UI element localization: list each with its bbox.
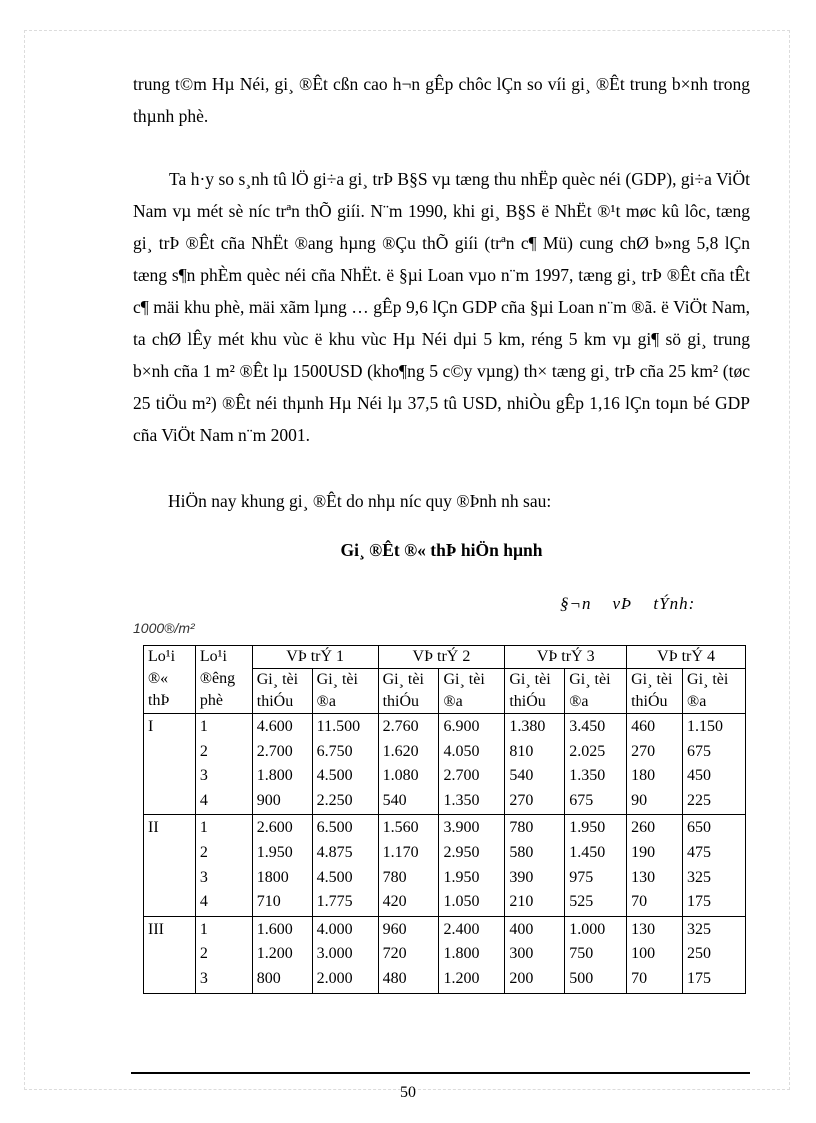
price-value: 390 [509,868,534,886]
cell-urban-class: III [144,916,196,993]
cell-price-column-5 [505,916,565,993]
price-value: 475 [687,843,712,861]
land-price-table [143,645,746,994]
street-class-value: 2 [199,843,208,861]
table-group-row [144,815,746,916]
price-value: 1.950 [443,868,480,886]
street-class-value: 1 [199,718,208,735]
price-value: 1.950 [569,819,606,837]
price-value: 2.950 [443,843,480,861]
price-value: 1.380 [509,718,546,735]
paragraph-1: trung t©m Hµ Néi, gi¸ ®Êt cßn cao h¬n gÊp chôc lÇn so víi gi¸ ®Êt trung b×nh trong thµnh phè. [133,74,750,126]
price-value: 1.800 [443,945,480,963]
header-max-price: Gi¸ tèi ®a [312,669,378,714]
price-value: 675 [687,742,712,760]
table-body [144,714,746,994]
price-value: 90 [631,791,648,809]
price-value: 1.350 [443,791,480,809]
price-value: 650 [687,819,712,837]
header-position-3: VÞ trÝ 3 [505,646,627,669]
price-value: 270 [631,742,656,760]
header-street-class: Lo¹i ®êng phè [195,646,252,714]
price-value: 2.760 [382,718,419,735]
cell-price-column-2 [312,815,378,916]
table-title: Gi¸ ®Êt ®« thÞ hiÖn hµnh [340,540,543,560]
price-value: 180 [631,767,656,785]
price-value: 1.950 [256,843,293,861]
price-value: 1.000 [569,920,606,938]
header-min-price: Gi¸ tèi thiÓu [378,669,439,714]
price-value: 250 [687,945,712,963]
price-value: 2.700 [256,742,293,760]
cell-street-class [195,916,252,993]
price-value: 4.875 [316,843,353,861]
header-min-price: Gi¸ tèi thiÓu [627,669,683,714]
header-max-price: Gi¸ tèi ®a [565,669,627,714]
cell-price-column-6 [565,815,627,916]
header-min-price: Gi¸ tèi thiÓu [505,669,565,714]
cell-price-column-4 [439,714,505,815]
cell-price-column-4 [439,815,505,916]
price-value: 1.775 [316,893,353,911]
price-value: 460 [631,718,656,735]
cell-price-column-8 [683,714,746,815]
price-value: 6.900 [443,718,480,735]
street-class-value: 4 [199,791,208,809]
price-value: 675 [569,791,594,809]
street-class-value: 3 [199,969,208,987]
price-value: 3.900 [443,819,480,837]
price-value: 1.600 [256,920,293,938]
price-value: 6.500 [316,819,353,837]
cell-price-column-7 [627,714,683,815]
cell-price-column-8 [683,916,746,993]
price-value: 70 [631,893,648,911]
price-value: 420 [382,893,407,911]
price-value: 400 [509,920,534,938]
price-value: 100 [631,945,656,963]
price-value: 720 [382,945,407,963]
table-unit-value: 1000®/m² [133,620,195,636]
header-max-price: Gi¸ tèi ®a [439,669,505,714]
price-value: 580 [509,843,534,861]
price-value: 2.400 [443,920,480,938]
price-value: 225 [687,791,712,809]
header-max-price: Gi¸ tèi ®a [683,669,746,714]
cell-price-column-5 [505,714,565,815]
price-value: 1.200 [256,945,293,963]
price-value: 525 [569,893,594,911]
cell-price-column-1 [252,815,312,916]
price-value: 960 [382,920,407,938]
cell-price-column-3 [378,815,439,916]
price-value: 6.750 [316,742,353,760]
price-value: 4.500 [316,868,353,886]
price-value: 710 [256,893,281,911]
price-value: 130 [631,868,656,886]
price-value: 175 [687,893,712,911]
table-group-row [144,714,746,815]
price-value: 300 [509,945,534,963]
cell-street-class [195,714,252,815]
price-value: 540 [382,791,407,809]
price-value: 270 [509,791,534,809]
price-value: 4.600 [256,718,293,735]
price-value: 480 [382,969,407,987]
header-position-1: VÞ trÝ 1 [252,646,378,669]
price-value: 210 [509,893,534,911]
street-class-value: 3 [199,868,208,886]
cell-price-column-6 [565,916,627,993]
price-value: 2.025 [569,742,606,760]
street-class-value: 1 [199,920,208,938]
price-value: 810 [509,742,534,760]
price-value: 11.500 [316,718,361,735]
cell-price-column-3 [378,916,439,993]
header-urban-class: Lo¹i ®« thÞ [144,646,196,714]
cell-price-column-6 [565,714,627,815]
cell-price-column-4 [439,916,505,993]
cell-price-column-7 [627,916,683,993]
header-min-price: Gi¸ tèi thiÓu [252,669,312,714]
header-position-2: VÞ trÝ 2 [378,646,505,669]
price-value: 1.200 [443,969,480,987]
table-unit-label: §¬n vÞ tÝnh: [560,594,696,613]
price-value: 1.080 [382,767,419,785]
cell-street-class [195,815,252,916]
price-value: 4.050 [443,742,480,760]
price-value: 1.150 [687,718,724,735]
price-value: 190 [631,843,656,861]
price-value: 1.560 [382,819,419,837]
cell-price-column-3 [378,714,439,815]
cell-urban-class: II [144,815,196,916]
price-value: 1.350 [569,767,606,785]
price-value: 4.000 [316,920,353,938]
street-class-value: 3 [199,767,208,785]
price-value: 200 [509,969,534,987]
cell-price-column-1 [252,916,312,993]
price-value: 1.620 [382,742,419,760]
price-value: 2.000 [316,969,353,987]
price-value: 780 [382,868,407,886]
header-position-4: VÞ trÝ 4 [627,646,746,669]
cell-urban-class: I [144,714,196,815]
price-value: 1.450 [569,843,606,861]
price-value: 780 [509,819,534,837]
price-value: 800 [256,969,281,987]
table-group-row [144,916,746,993]
paragraph-3: HiÖn nay khung gi¸ ®Êt do nhµ níc quy ®Þnh nh sau: [168,491,552,511]
price-value: 1.170 [382,843,419,861]
price-value: 1800 [256,868,289,886]
street-class-value: 2 [199,945,208,963]
page-number: 50 [400,1084,416,1101]
cell-price-column-2 [312,916,378,993]
street-class-value: 2 [199,742,208,760]
price-value: 325 [687,868,712,886]
price-value: 2.700 [443,767,480,785]
cell-price-column-1 [252,714,312,815]
price-value: 4.500 [316,767,353,785]
price-value: 325 [687,920,712,938]
cell-price-column-7 [627,815,683,916]
cell-price-column-8 [683,815,746,916]
price-value: 450 [687,767,712,785]
price-value: 750 [569,945,594,963]
street-class-value: 1 [199,819,208,837]
price-value: 175 [687,969,712,987]
price-value: 70 [631,969,648,987]
table-header-row-1 [144,646,746,669]
price-value: 540 [509,767,534,785]
price-value: 130 [631,920,656,938]
cell-price-column-5 [505,815,565,916]
price-value: 1.800 [256,767,293,785]
paragraph-2: Ta h·y so s¸nh tû lÖ gi÷a gi¸ trÞ B§S vµ tæng thu nhËp quèc néi (GDP), gi÷a ViÖt Nam vµ mét sè níc trªn thÕ giíi. N¨m 1990, khi gi¸ B§S ë NhËt ®¹t møc kû lôc, tæng gi¸ trÞ ®Êt cña NhËt ®ang hµng ®Çu thÕ giíi (trªn c¶ Mü) cung chØ b»ng 5,8 lÇn tæng s¶n phÈm quèc néi cña NhËt. ë §µi Loan vµo n¨m 1997, tæng gi¸ trÞ ®Êt cña tÊt c¶ mäi khu phè, mäi xãm lµng … gÊp 9,6 lÇn GDP cña §µi Loan n¨m ®ã. ë ViÖt Nam, ta chØ lÊy mét khu vùc ë khu vùc Hµ Néi dµi 5 km, réng 5 km vµ gi¶ sö gi¸ trung b×nh cña 1 m² ®Êt lµ 1500USD (kho¶ng 5 c©y vµng) th× tæng gi¸ trÞ cña 25 km² (tøc 25 tiÖu m²) ®Êt néi thµnh Hµ Néi lµ 37,5 tû USD, nhiÒu gÊp 1,16 lÇn toµn bé GDP cña ViÖt Nam n¨m 2001. [133,169,750,445]
price-value: 2.600 [256,819,293,837]
footer-rule [131,1072,750,1074]
price-value: 260 [631,819,656,837]
price-value: 3.000 [316,945,353,963]
price-value: 3.450 [569,718,606,735]
price-value: 2.250 [316,791,353,809]
price-value: 975 [569,868,594,886]
cell-price-column-2 [312,714,378,815]
price-value: 500 [569,969,594,987]
street-class-value: 4 [199,893,208,911]
price-value: 1.050 [443,893,480,911]
price-value: 900 [256,791,281,809]
